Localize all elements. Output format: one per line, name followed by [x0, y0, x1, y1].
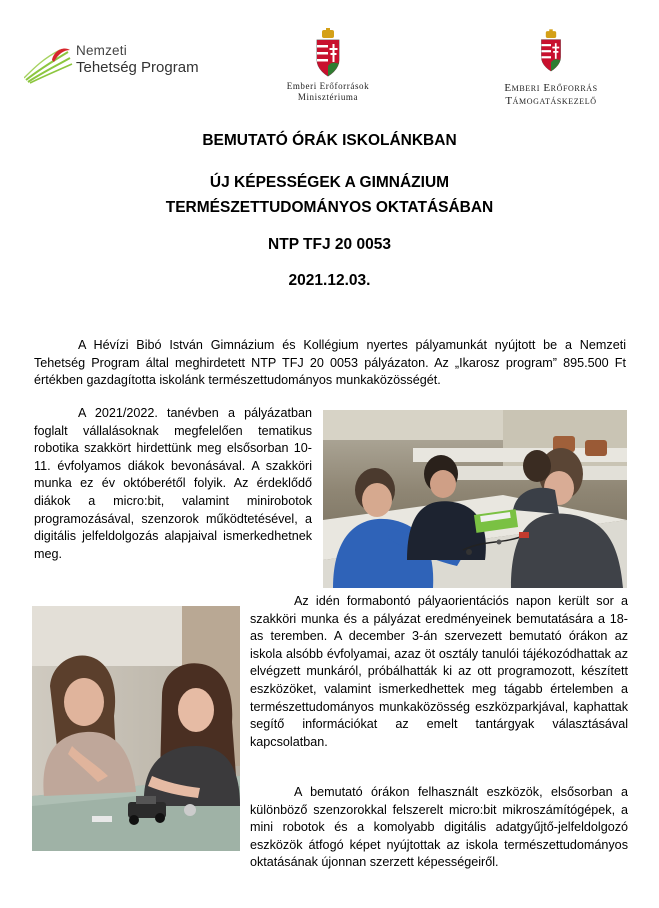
document-date: 2021.12.03. — [288, 272, 371, 289]
document-subtitle — [0, 170, 659, 220]
paragraph-robotics-club: A 2021/2022. tanévben a pályázatban foglalt vállalásoknak megfelelően tematikus robotika szakkört hirdettünk meg elsősorban 10-11. évfolyamos diákok bevonásával. A szakköri munka ez év októberétől folyik. Az érdeklődő diákok a micro:bit, valamint minirobotok programozásával, szenzorok működtetésével, a digitális jelfeldolgozás alapjaival ismerkedhetnek meg. — [34, 406, 312, 561]
ntp-logo-line1: Nemzeti — [76, 43, 127, 58]
emmi-logo-line1: Emberi Erőforrások — [286, 81, 370, 91]
emet-logo-line2: Támogatáskezelő — [505, 95, 597, 107]
paragraph-intro: A Hévízi Bibó István Gimnázium és Kollégium nyertes pályamunkát nyújtott be a Nemzeti Tehetség Program által meghirdetett NTP TFJ 20 0053 pályázaton. Az „Ikarosz program” 895.500 Ft értékben gazdagította iskolánk természettudományos munkaközösségét. — [34, 338, 626, 388]
paragraph-devices: A bemutató órákon felhasznált eszközök, elsősorban a különböző szenzorokkal felszerelt micro:bit mikroszámítógépek, a mini robotok és a komolyabb digitális adatgyűjtő-jelfeldolgozó eszközök átfogó képet nyújtottak az iskola természettudományos oktatásának újonnan szerzett képességeiről. — [250, 785, 628, 870]
logo-emet — [478, 28, 624, 112]
coat-of-arms-icon — [313, 28, 343, 78]
logo-emmi — [268, 28, 388, 108]
emet-logo-line1: Emberi Erőforrás — [504, 82, 598, 94]
project-code: NTP TFJ 20 0053 — [268, 236, 391, 253]
ntp-swoosh-icon — [24, 42, 74, 84]
photo-girls-minirobot — [32, 606, 240, 851]
logo-nemzeti-tehetseg-program — [24, 40, 214, 88]
document-title: BEMUTATÓ ÓRÁK ISKOLÁNKBAN — [202, 132, 457, 149]
emmi-logo-line2: Minisztériuma — [297, 92, 359, 102]
document-subtitle-text: ÚJ KÉPESSÉGEK A GIMNÁZIUM TERMÉSZETTUDOMÁNYOS OKTATÁSÁBAN — [165, 174, 494, 216]
paragraph-demo-day: Az idén formabontó pályaorientációs napon került sor a szakköri munka és a pályázat eredményeinek bemutatására a 18-as teremben. A december 3-án szervezett bemutató órákon az iskola alsóbb évfolyamai, azaz öt osztály tanulói tájékozódhattak az elvégzett munkáról, próbálhatták ki az ott programozott, készített eszközöket, valamint ismerkedhettek meg tágabb értelemben a természettudományos munkaközösség eszközparkjával, kaphattak segítő információkat az emelt tantárgyak választásával kapcsolatban. — [250, 594, 628, 749]
photo-students-robotics — [323, 410, 627, 588]
coat-of-arms-icon — [538, 28, 564, 74]
ntp-logo-line2: Tehetség Program — [76, 59, 199, 76]
